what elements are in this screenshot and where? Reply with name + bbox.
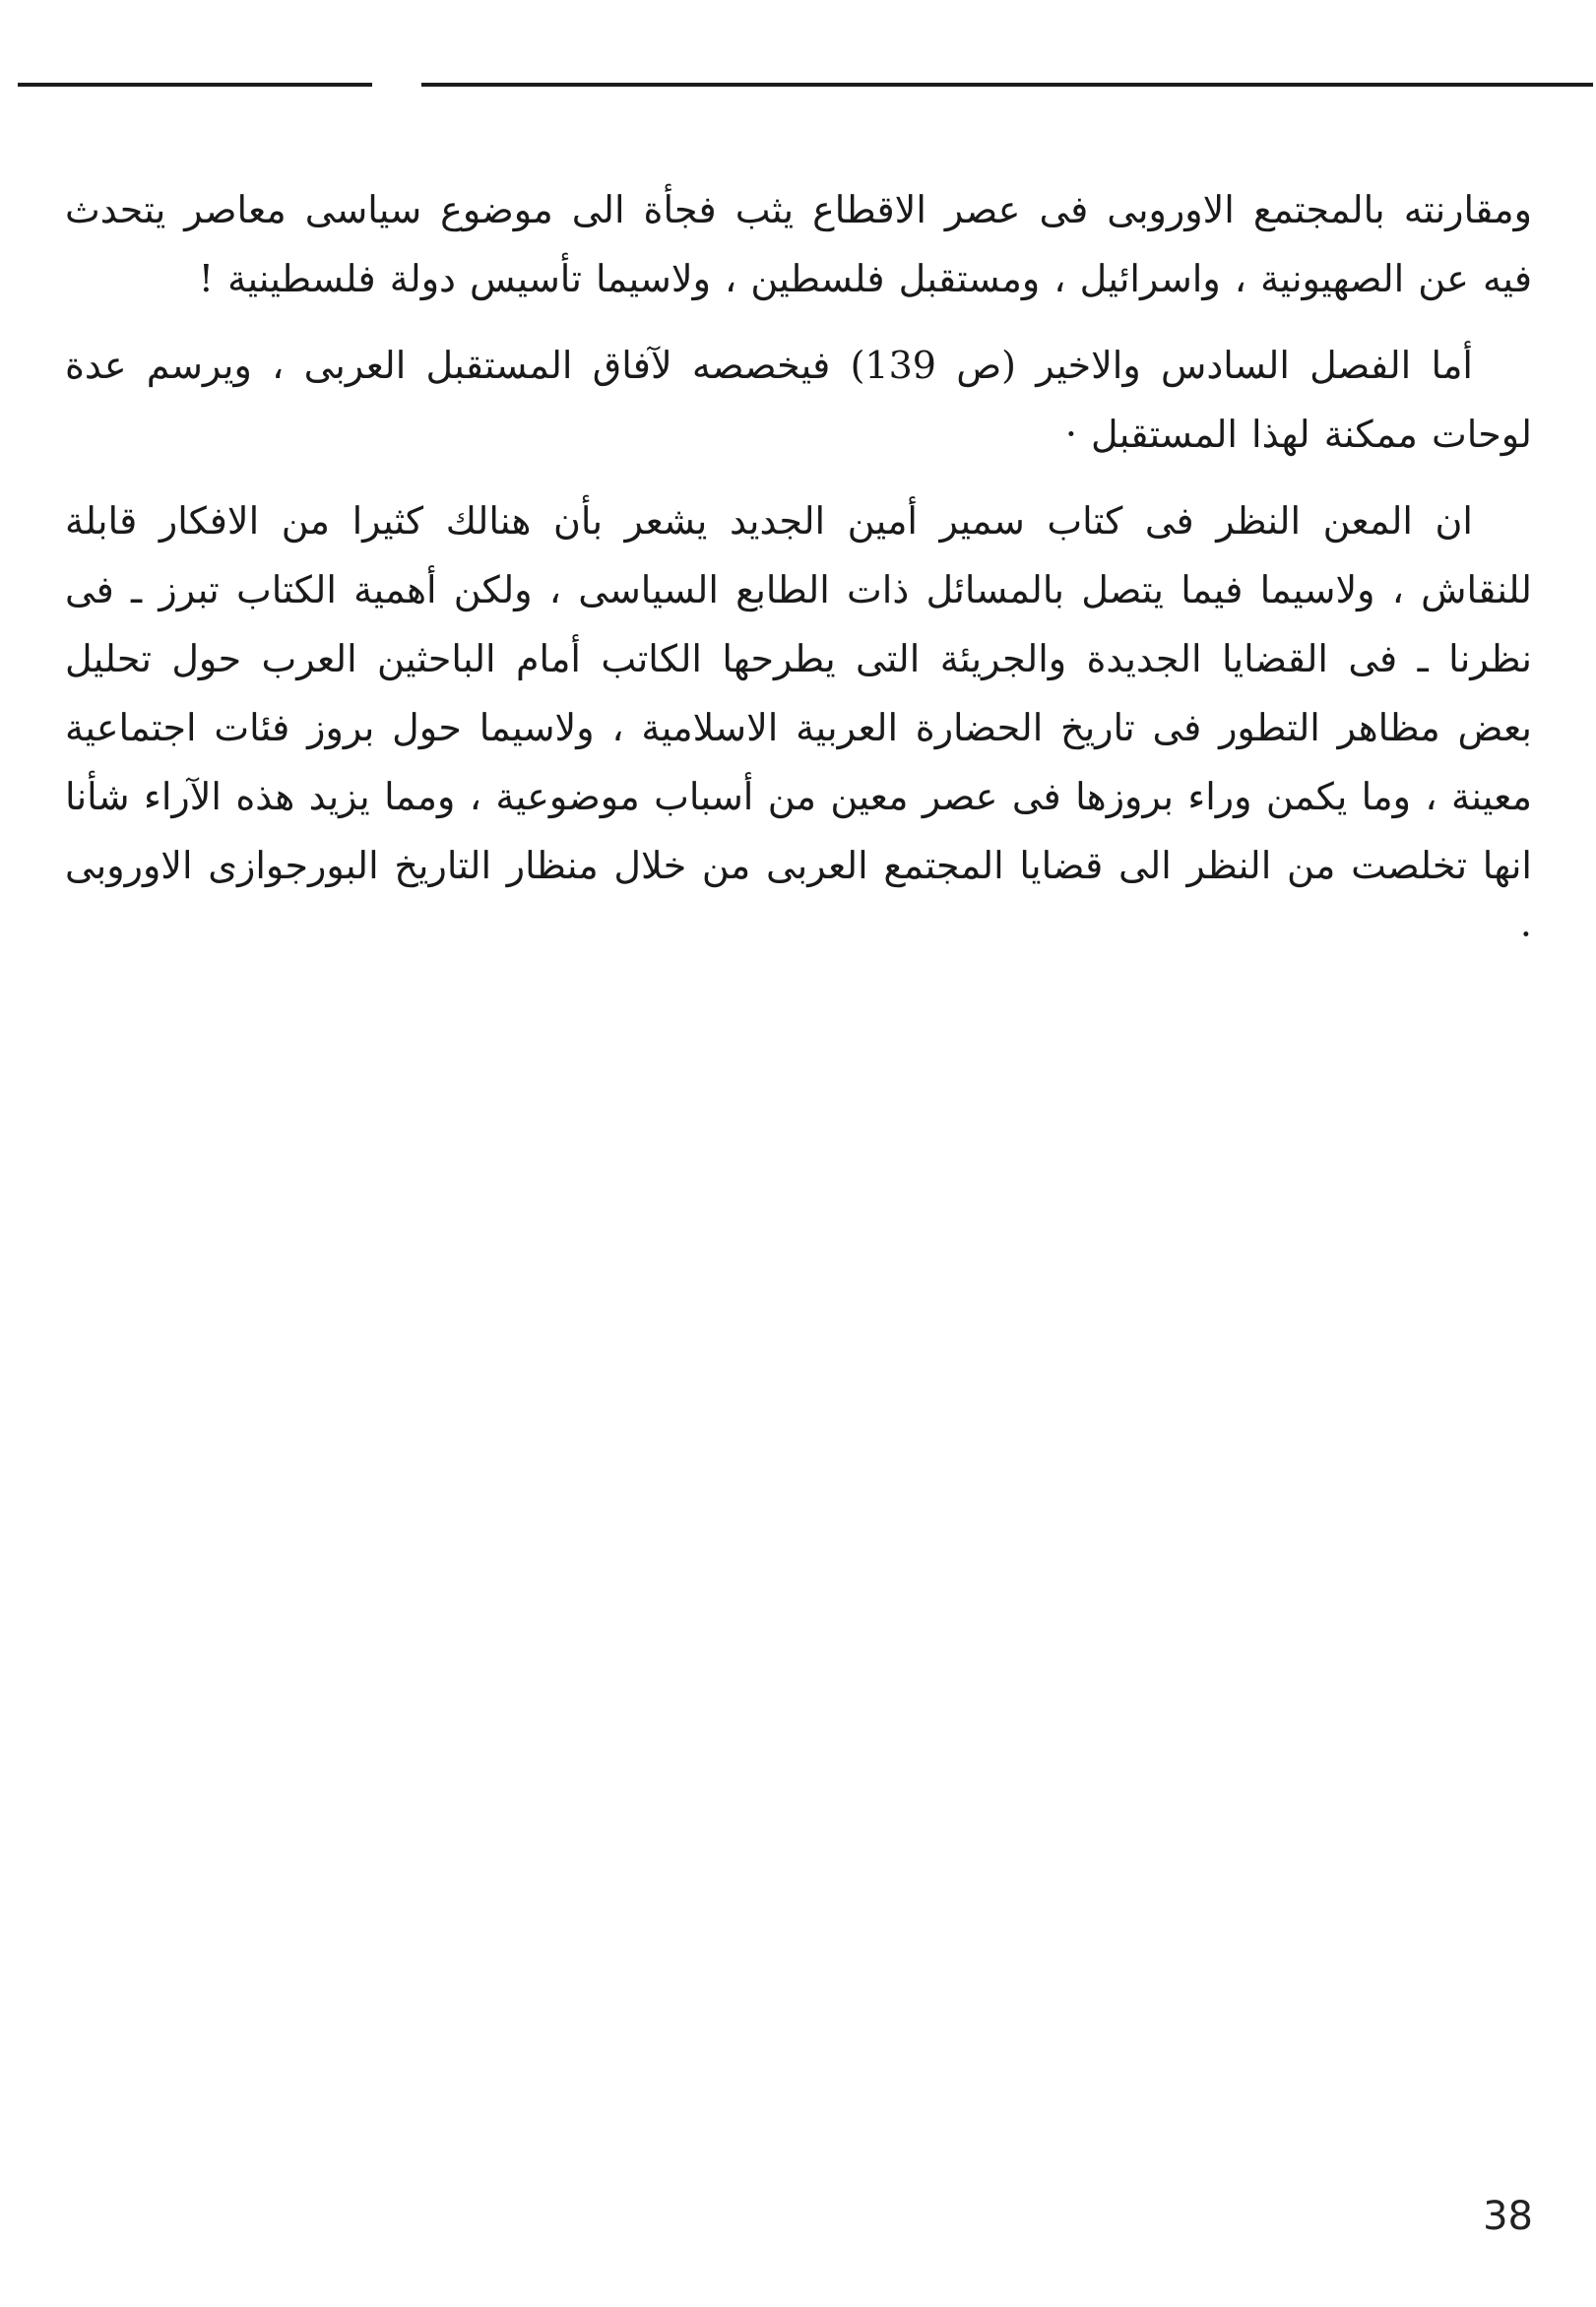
paragraph-3: ان المعن النظر فى كتاب سمير أمين الجديد يشعر بأن هنالك كثيرا من الافكار قابلة للنقاش ، ولاسيما فيما يتصل بالمسائل ذات الطابع السياسى ، ولكن أهمية الكتاب تبرز ـ فى نظرنا ـ فى القضايا الجديدة والجريئة التى يطرحها الكاتب أمام الباحثين العرب حول تحليل بعض مظاهر التطور فى تاريخ الحضارة العربية الاسلامية ، ولاسيما حول بروز فئات اجتماعية معينة ، وما يكمن وراء بروزها فى عصر معين من أسباب موضوعية ، ومما يزيد هذه الآراء شأنا انها تخلصت من النظر الى قضايا المجتمع العربى من خلال منظار التاريخ البورجوازى الاوروبى · bbox=[65, 499, 1532, 956]
page-number: 38 bbox=[1483, 2194, 1533, 2239]
body-text bbox=[65, 175, 1532, 987]
paragraph-1: ومقارنته بالمجتمع الاوروبى فى عصر الاقطاع يثب فجأة الى موضوع سياسى معاصر يتحدث فيه عن الصهيونية ، واسرائيل ، ومستقبل فلسطين ، ولاسيما تأسيس دولة فلسطينية ! bbox=[65, 188, 1532, 300]
header-rule-right bbox=[421, 83, 1593, 87]
paragraph-2: أما الفصل السادس والاخير (ص 139) فيخصصه لآفاق المستقبل العربى ، ويرسم عدة لوحات ممكنة لهذا المستقبل · bbox=[65, 344, 1532, 456]
header-rule-left bbox=[18, 83, 372, 87]
